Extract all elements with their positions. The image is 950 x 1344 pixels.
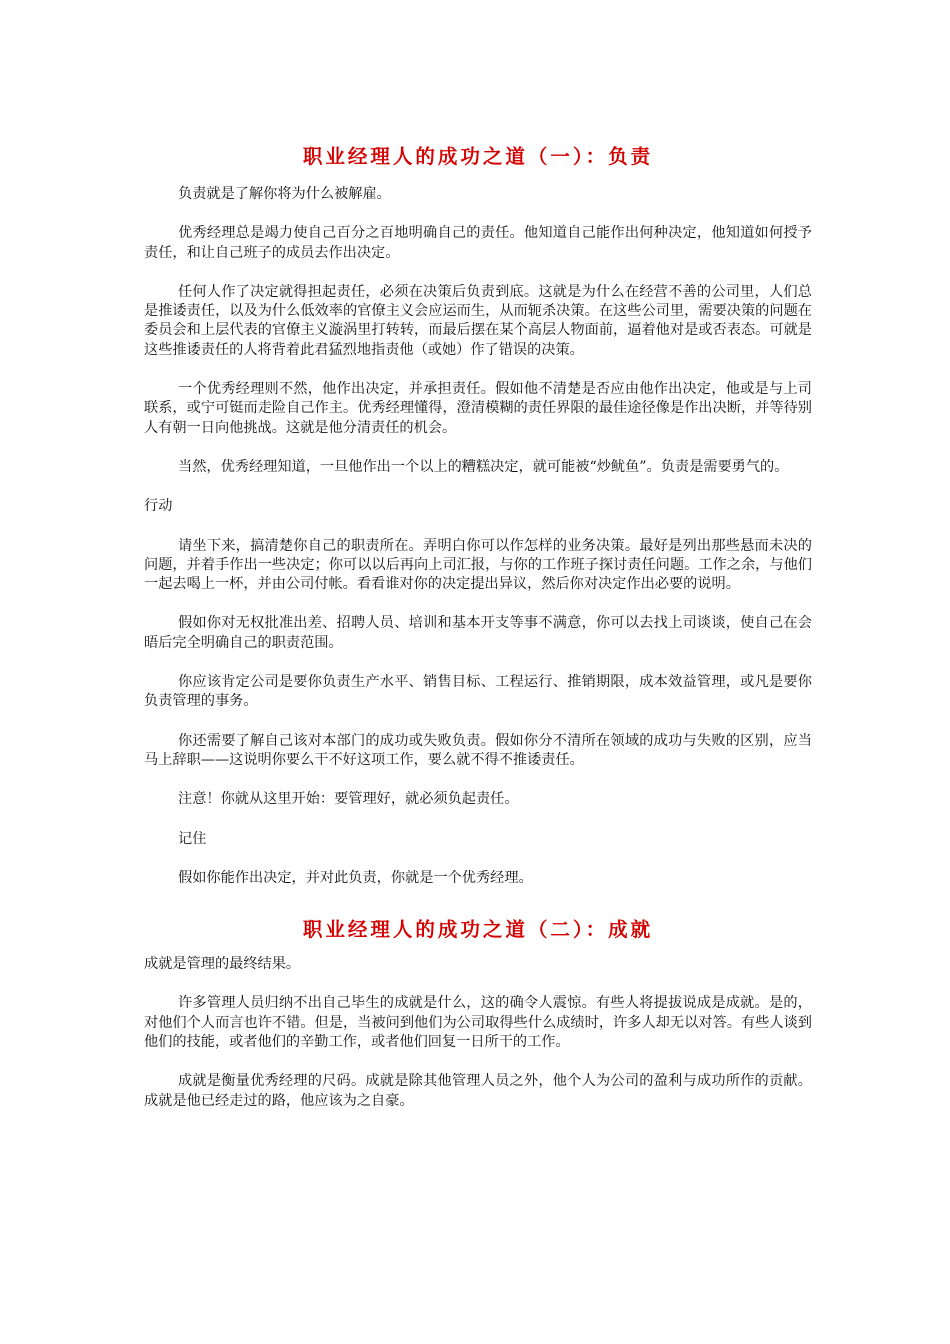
- section-1-title: 职业经理人的成功之道（一）：负责: [302, 145, 654, 168]
- paragraph: 你应该肯定公司是要你负责生产水平、销售目标、工程运行、推销期限，成本效益管理，或凡是要你负责管理的事务。: [144, 674, 812, 710]
- action-heading: 行动: [144, 498, 173, 515]
- paragraph: 假如你对无权批准出差、招聘人员、培训和基本开支等事不满意，你可以去找上司谈谈，使自己在会晤后完全明确自己的职责范围。: [144, 615, 812, 651]
- paragraph: 许多管理人员归纳不出自己毕生的成就是什么，这的确令人震惊。有些人将提拔说成是成就。是的，对他们个人而言也许不错。但是，当被问到他们为公司取得些什么成绩时，许多人却无以对答。有些人谈到他们的技能，或者他们的辛勤工作，或者他们回复一日所干的工作。: [144, 995, 812, 1051]
- remember-heading: 记住: [178, 830, 207, 847]
- section-2-title: 职业经理人的成功之道（二）：成就: [302, 918, 654, 942]
- paragraph: 当然，优秀经理知道，一旦他作出一个以上的糟糕决定，就可能被“炒鱿鱼”。负责是需要勇气的。: [178, 458, 789, 475]
- paragraph: 请坐下来，搞清楚你自己的职责所在。弄明白你可以作怎样的业务决策。最好是列出那些悬而未决的问题，并着手作出一些决定；你可以以后再向上司汇报，与你的工作班子探讨责任问题。工作之余，与他们一起去喝上一杯，并由公司付帐。看看谁对你的决定提出异议，然后你对决定作出必要的说明。: [144, 537, 812, 593]
- paragraph: 你还需要了解自己该对本部门的成功或失败负责。假如你分不清所在领域的成功与失败的区别，应当马上辞职——这说明你要么干不好这项工作，要么就不得不推诿责任。: [144, 732, 812, 768]
- paragraph: 一个优秀经理则不然，他作出决定，并承担责任。假如他不清楚是否应由他作出决定，他或是与上司联系，或宁可铤而走险自己作主。优秀经理懂得，澄清模糊的责任界限的最佳途径像是作出决断，并等待别人有朝一日向他挑战。这就是他分清责任的机会。: [144, 381, 812, 436]
- paragraph: 优秀经理总是竭力使自己百分之百地明确自己的责任。他知道自己能作出何种决定，他知道如何授予责任，和让自己班子的成员去作出决定。: [144, 225, 812, 261]
- paragraph: 成就是衡量优秀经理的尺码。成就是除其他管理人员之外，他个人为公司的盈利与成功所作的贡献。成就是他已经走过的路，他应该为之自豪。: [144, 1073, 812, 1109]
- document-content: [144, 140, 812, 1131]
- paragraph: 任何人作了决定就得担起责任，必须在决策后负责到底。这就是为什么在经营不善的公司里，人们总是推诿责任，以及为什么低效率的官僚主义会应运而生，从而轭杀决策。在这些公司里，需要决策的问题在委员会和上层代表的官僚主义漩涡里打转转，而最后摆在某个高层人物面前，逼着他对是或否表态。可就是这些推诿责任的人将背着此君猛烈地指责他（或她）作了错误的决策。: [144, 283, 812, 358]
- paragraph: 假如你能作出决定，并对此负责，你就是一个优秀经理。: [178, 869, 533, 886]
- paragraph: 成就是管理的最终结果。: [144, 956, 301, 973]
- paragraph: 注意！你就从这里开始：要管理好，就必须负起责任。: [178, 791, 519, 808]
- paragraph: 负责就是了解你将为什么被解雇。: [178, 186, 391, 202]
